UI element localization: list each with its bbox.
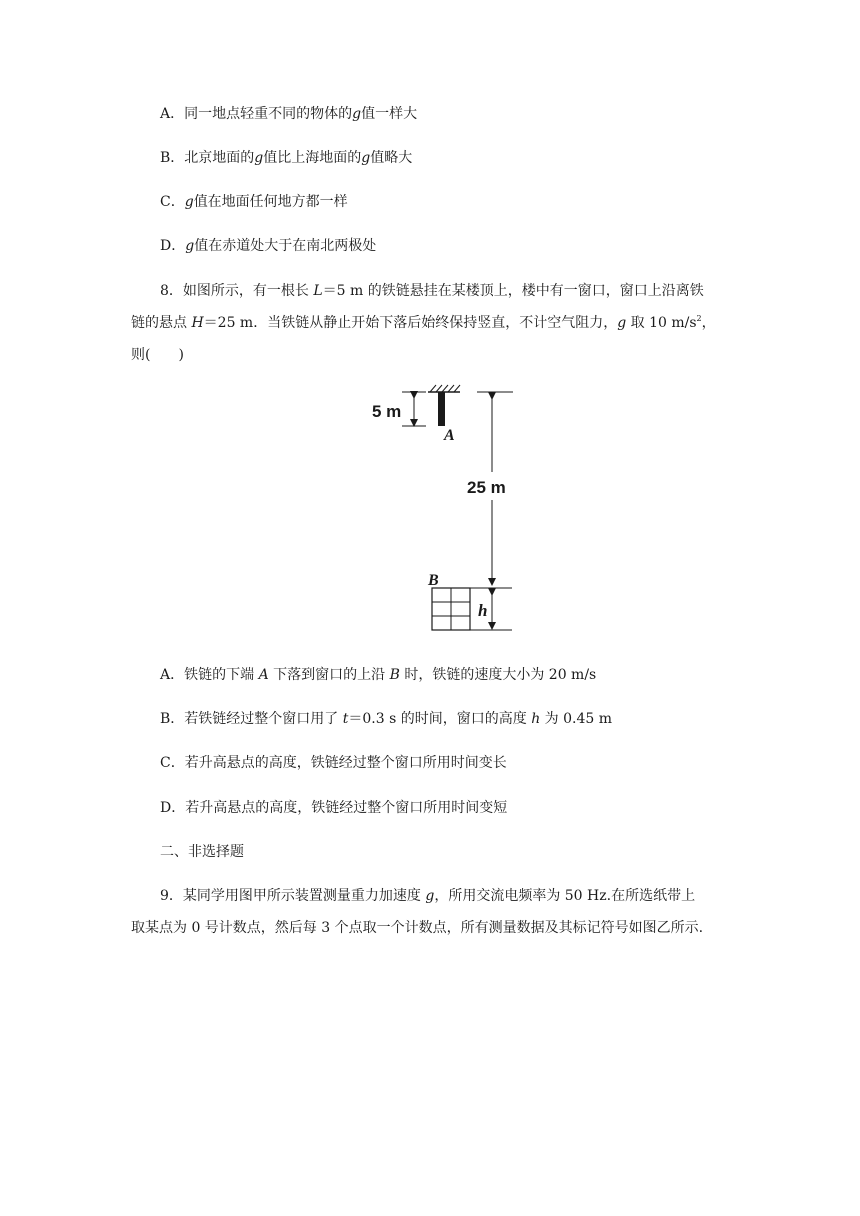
q8-option-b-var2: h (531, 711, 541, 727)
q8-stem-line2 (131, 313, 716, 333)
q8-option-b-var1: t (342, 711, 349, 727)
chain (438, 392, 445, 426)
q8-line1-a: 8．如图所示，有一根长 (160, 283, 314, 299)
q9-line1-a: 9．某同学用图甲所示装置测量重力加速度 (160, 888, 426, 904)
q7-option-b-var1: g (254, 150, 264, 166)
q8-option-d: D．若升高悬点的高度，铁链经过整个窗口所用时间变短 (160, 800, 508, 816)
q8-option-a-part3: 时，铁链的速度大小为 20 m/s (399, 667, 597, 683)
q9-line1-g: g (425, 888, 435, 904)
dimension-5m (402, 392, 426, 426)
q8-line2-c: 取 10 m/s (626, 315, 697, 331)
q8-stem-line1 (160, 281, 704, 301)
label-A: A (444, 427, 455, 444)
ceiling-hatch (428, 385, 460, 392)
q8-line2-a: 链的悬点 (131, 315, 192, 331)
q8-option-a-var2: B (389, 667, 400, 683)
q8-option-b-part2: ＝0.3 s 的时间，窗口的高度 (348, 711, 532, 727)
label-25m: 25 m (467, 478, 506, 497)
q9-line1 (160, 886, 695, 906)
q8-option-b-part1: B．若铁链经过整个窗口用了 (160, 711, 343, 727)
q8-line2-g: g (617, 315, 627, 331)
q8-line1-L: L (313, 283, 323, 299)
q7-option-d-tail: 值在赤道处大于在南北两极处 (194, 238, 377, 254)
q7-option-d (160, 236, 376, 256)
q8-line2-sup: 2 (696, 314, 702, 323)
q7-option-a-var: g (352, 106, 362, 122)
q9-line1-b: ，所用交流电频率为 50 Hz.在所选纸带上 (434, 888, 696, 904)
q8-option-a-part2: 下落到窗口的上沿 (268, 667, 390, 683)
q7-option-c-var: g (184, 194, 194, 210)
label-B: B (428, 572, 439, 589)
q7-option-a-tail: 值一样大 (361, 106, 418, 122)
q8-line2-d: ， (701, 315, 716, 331)
q7-option-b (160, 148, 412, 168)
q7-option-b-text: B．北京地面的 (160, 150, 255, 166)
q7-option-c (160, 192, 348, 212)
q9-line2: 取某点为 0 号计数点，然后每 3 个点取一个计数点，所有测量数据及其标记符号如图乙所示. (131, 920, 704, 936)
q8-option-a-var1: A (258, 667, 269, 683)
dimension-h (470, 588, 512, 630)
q7-option-d-var: g (185, 238, 195, 254)
q8-line2-b: ＝25 m．当铁链从静止开始下落后始终保持竖直，不计空气阻力， (203, 315, 618, 331)
label-h: h (478, 601, 488, 620)
q7-option-a-text: A．同一地点轻重不同的物体的 (160, 106, 353, 122)
q7-option-d-text: D． (160, 238, 186, 254)
q7-option-a (160, 104, 417, 124)
chain-window-figure (360, 380, 530, 640)
q8-option-b-part3: 为 0.45 m (540, 711, 613, 727)
q8-stem-line3: 则( ) (131, 347, 184, 363)
q7-option-b-mid: 值比上海地面的 (263, 150, 362, 166)
q8-line1-b: ＝5 m 的铁链悬挂在某楼顶上，楼中有一窗口，窗口上沿离铁 (322, 283, 704, 299)
window (432, 588, 470, 630)
label-5m: 5 m (372, 402, 402, 421)
q8-option-b (160, 709, 612, 729)
q7-option-b-tail: 值略大 (370, 150, 413, 166)
q7-option-c-text: C． (160, 194, 185, 210)
q7-option-b-var2: g (361, 150, 371, 166)
q8-option-a-part1: A．铁链的下端 (160, 667, 259, 683)
q8-option-a (160, 665, 596, 685)
q7-option-c-tail: 值在地面任何地方都一样 (193, 194, 348, 210)
q8-option-c: C．若升高悬点的高度，铁链经过整个窗口所用时间变长 (160, 755, 507, 771)
section-title: 二、非选择题 (160, 844, 244, 860)
q8-line2-H: H (191, 315, 204, 331)
